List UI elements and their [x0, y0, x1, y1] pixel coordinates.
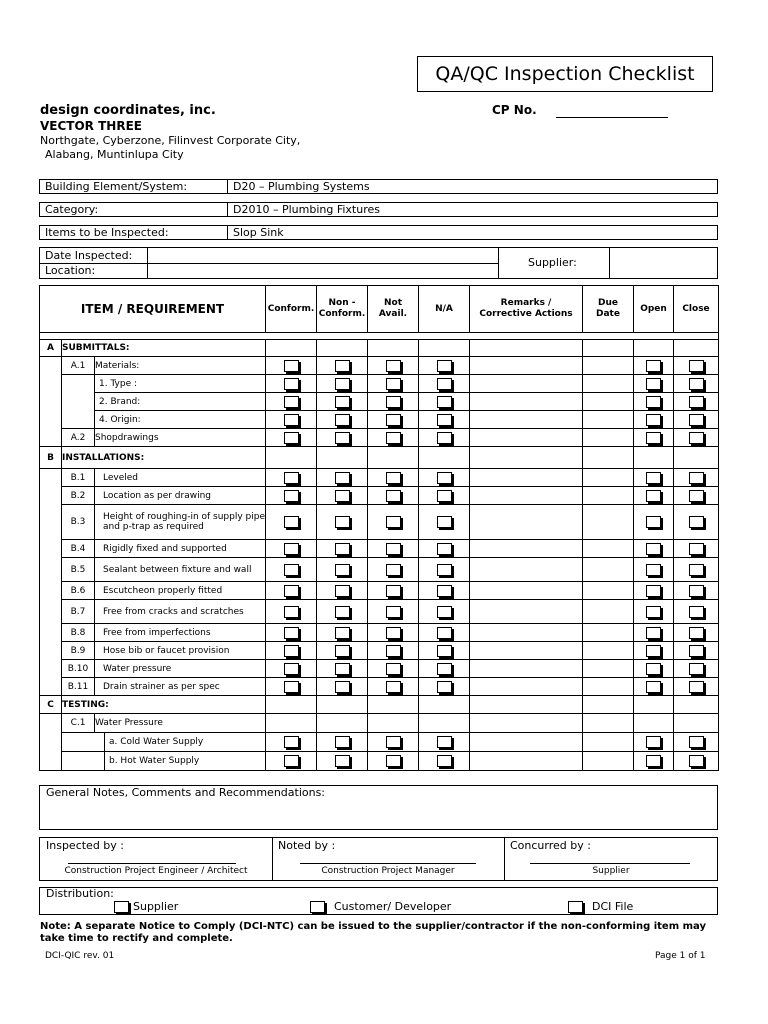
header-open: Open	[634, 286, 674, 333]
inspected-role: Construction Project Engineer / Architect	[64, 866, 248, 876]
open-checkbox[interactable]	[646, 645, 661, 657]
conform-checkbox[interactable]	[284, 736, 299, 748]
conform-checkbox[interactable]	[284, 606, 299, 618]
noted-by-label: Noted by :	[278, 839, 336, 852]
item-label: 2. Brand:	[95, 393, 266, 411]
cp-no-label: CP No.	[492, 103, 537, 117]
noted-signature-line[interactable]	[300, 863, 476, 864]
close-checkbox[interactable]	[689, 490, 704, 502]
checklist-row	[40, 469, 719, 487]
distribution-label: Distribution:	[46, 887, 114, 900]
non-conform-checkbox[interactable]	[335, 516, 350, 528]
open-checkbox[interactable]	[646, 564, 661, 576]
supplier-field[interactable]	[610, 248, 718, 278]
not-avail-checkbox[interactable]	[386, 543, 401, 555]
checklist-row	[40, 582, 719, 600]
na-checkbox[interactable]	[437, 627, 452, 639]
checklist-row	[40, 429, 719, 447]
not-avail-checkbox[interactable]	[386, 585, 401, 597]
item-label: Location as per drawing	[95, 487, 266, 505]
checklist-row	[40, 505, 719, 540]
conform-checkbox[interactable]	[284, 490, 299, 502]
building-element-label: Building Element/System:	[45, 180, 188, 193]
open-checkbox[interactable]	[646, 360, 661, 372]
project-name: VECTOR THREE	[40, 119, 142, 133]
checklist-row	[40, 600, 719, 624]
category-row	[39, 202, 718, 217]
not-avail-checkbox[interactable]	[386, 736, 401, 748]
non-conform-checkbox[interactable]	[335, 564, 350, 576]
na-checkbox[interactable]	[437, 645, 452, 657]
close-checkbox[interactable]	[689, 543, 704, 555]
item-label: Free from imperfections	[95, 624, 266, 642]
item-code: B.7	[62, 600, 95, 624]
section-row-submittals	[40, 340, 719, 357]
company-name: design coordinates, inc.	[40, 103, 216, 118]
non-conform-checkbox[interactable]	[335, 543, 350, 555]
checklist-table	[39, 285, 719, 771]
conform-checkbox[interactable]	[284, 645, 299, 657]
na-checkbox[interactable]	[437, 736, 452, 748]
conform-checkbox[interactable]	[284, 432, 299, 444]
checklist-row	[40, 660, 719, 678]
non-conform-checkbox[interactable]	[335, 606, 350, 618]
page-number: Page 1 of 1	[655, 951, 706, 961]
na-checkbox[interactable]	[437, 490, 452, 502]
close-checkbox[interactable]	[689, 360, 704, 372]
item-code: B.11	[62, 678, 95, 696]
supplier-label: Supplier:	[528, 256, 577, 269]
na-checkbox[interactable]	[437, 516, 452, 528]
na-checkbox[interactable]	[437, 414, 452, 426]
item-code: B.3	[62, 505, 95, 540]
open-checkbox[interactable]	[646, 663, 661, 675]
checklist-row	[40, 624, 719, 642]
item-label: Rigidly fixed and supported	[95, 540, 266, 558]
header-na: N/A	[419, 286, 470, 333]
not-avail-checkbox[interactable]	[386, 396, 401, 408]
na-checkbox[interactable]	[437, 543, 452, 555]
location-label: Location:	[45, 264, 96, 277]
open-checkbox[interactable]	[646, 681, 661, 693]
open-checkbox[interactable]	[646, 490, 661, 502]
conform-checkbox[interactable]	[284, 378, 299, 390]
noted-role: Construction Project Manager	[321, 866, 455, 876]
item-label: Water Pressure	[95, 714, 266, 733]
item-label: Shopdrawings	[95, 429, 266, 447]
general-notes-box[interactable]	[39, 785, 718, 830]
item-code: B.10	[62, 660, 95, 678]
na-checkbox[interactable]	[437, 396, 452, 408]
item-label: Materials:	[95, 357, 266, 375]
non-conform-checkbox[interactable]	[335, 585, 350, 597]
conform-checkbox[interactable]	[284, 755, 299, 767]
non-conform-checkbox[interactable]	[335, 490, 350, 502]
item-code: B.2	[62, 487, 95, 505]
checklist-row	[40, 714, 719, 733]
item-label: Water pressure	[95, 660, 266, 678]
supplier-distribution-label: Supplier	[133, 900, 179, 913]
item-code: B.4	[62, 540, 95, 558]
item-label: Height of roughing-in of supply pipe and p-trap as required	[95, 505, 266, 540]
open-checkbox[interactable]	[646, 585, 661, 597]
checklist-row	[40, 357, 719, 375]
open-checkbox[interactable]	[646, 736, 661, 748]
supplier-distribution-checkbox[interactable]	[114, 901, 129, 913]
header-row	[40, 286, 719, 333]
header-due-date: Due Date	[583, 286, 634, 333]
close-checkbox[interactable]	[689, 645, 704, 657]
conform-checkbox[interactable]	[284, 472, 299, 484]
non-conform-checkbox[interactable]	[335, 414, 350, 426]
close-checkbox[interactable]	[689, 378, 704, 390]
category-label: Category:	[45, 203, 99, 216]
open-checkbox[interactable]	[646, 414, 661, 426]
na-checkbox[interactable]	[437, 663, 452, 675]
form-revision: DCI-QIC rev. 01	[45, 951, 115, 961]
close-checkbox[interactable]	[689, 414, 704, 426]
note-text: Note: A separate Notice to Comply (DCI-NTC) can be issued to the supplier/contractor if the non-conforming item may take time to rectify and complete.	[40, 921, 706, 944]
non-conform-checkbox[interactable]	[335, 736, 350, 748]
non-conform-checkbox[interactable]	[335, 396, 350, 408]
close-checkbox[interactable]	[689, 736, 704, 748]
item-code: B.5	[62, 558, 95, 582]
not-avail-checkbox[interactable]	[386, 516, 401, 528]
open-checkbox[interactable]	[646, 627, 661, 639]
concurred-by-label: Concurred by :	[510, 839, 591, 852]
conform-checkbox[interactable]	[284, 543, 299, 555]
header-non-conform: Non - Conform.	[317, 286, 368, 333]
open-checkbox[interactable]	[646, 755, 661, 767]
inspected-by-label: Inspected by :	[46, 839, 124, 852]
section-letter: C	[40, 696, 62, 714]
checklist-row	[40, 733, 719, 752]
not-avail-checkbox[interactable]	[386, 564, 401, 576]
section-letter: A	[40, 340, 62, 357]
building-element-row	[39, 179, 718, 194]
cp-no-field[interactable]	[556, 117, 668, 118]
not-avail-checkbox[interactable]	[386, 472, 401, 484]
non-conform-checkbox[interactable]	[335, 681, 350, 693]
document-title: QA/QC Inspection Checklist	[417, 56, 713, 92]
conform-checkbox[interactable]	[284, 663, 299, 675]
open-checkbox[interactable]	[646, 472, 661, 484]
close-checkbox[interactable]	[689, 755, 704, 767]
not-avail-checkbox[interactable]	[386, 755, 401, 767]
item-label: Drain strainer as per spec	[95, 678, 266, 696]
concurred-signature-line[interactable]	[530, 863, 690, 864]
item-label: 1. Type :	[95, 375, 266, 393]
item-code: C.1	[62, 714, 95, 733]
item-code: B.8	[62, 624, 95, 642]
section-row-installations	[40, 447, 719, 469]
customer-distribution-checkbox[interactable]	[310, 901, 325, 913]
section-row-testing	[40, 696, 719, 714]
non-conform-checkbox[interactable]	[335, 432, 350, 444]
item-code: B.1	[62, 469, 95, 487]
not-avail-checkbox[interactable]	[386, 606, 401, 618]
general-notes-label: General Notes, Comments and Recommendations:	[46, 786, 326, 799]
conform-checkbox[interactable]	[284, 627, 299, 639]
close-checkbox[interactable]	[689, 396, 704, 408]
item-label: Escutcheon properly fitted	[95, 582, 266, 600]
checklist-row	[40, 375, 719, 393]
close-checkbox[interactable]	[689, 627, 704, 639]
checklist-row	[40, 642, 719, 660]
close-checkbox[interactable]	[689, 516, 704, 528]
items-inspected-value[interactable]: Slop Sink	[233, 226, 284, 239]
address-line-1: Northgate, Cyberzone, Filinvest Corporate City,	[40, 134, 301, 147]
section-letter: B	[40, 447, 62, 469]
close-checkbox[interactable]	[689, 681, 704, 693]
item-code: A.1	[62, 357, 95, 375]
checklist-row	[40, 411, 719, 429]
signature-box	[39, 837, 718, 881]
conform-checkbox[interactable]	[284, 414, 299, 426]
close-checkbox[interactable]	[689, 432, 704, 444]
open-checkbox[interactable]	[646, 516, 661, 528]
close-checkbox[interactable]	[689, 663, 704, 675]
open-checkbox[interactable]	[646, 606, 661, 618]
not-avail-checkbox[interactable]	[386, 645, 401, 657]
conform-checkbox[interactable]	[284, 360, 299, 372]
date-location-supplier-box	[39, 247, 718, 279]
item-label: Free from cracks and scratches	[95, 600, 266, 624]
category-value[interactable]: D2010 – Plumbing Fixtures	[233, 203, 380, 216]
item-label: Hose bib or faucet provision	[95, 642, 266, 660]
na-checkbox[interactable]	[437, 378, 452, 390]
close-checkbox[interactable]	[689, 564, 704, 576]
non-conform-checkbox[interactable]	[335, 378, 350, 390]
non-conform-checkbox[interactable]	[335, 472, 350, 484]
date-inspected-field[interactable]	[148, 248, 498, 263]
items-inspected-label: Items to be Inspected:	[45, 226, 169, 239]
building-element-value[interactable]: D20 – Plumbing Systems	[233, 180, 370, 193]
not-avail-checkbox[interactable]	[386, 378, 401, 390]
non-conform-checkbox[interactable]	[335, 627, 350, 639]
item-label: Sealant between fixture and wall	[95, 558, 266, 582]
na-checkbox[interactable]	[437, 755, 452, 767]
not-avail-checkbox[interactable]	[386, 490, 401, 502]
checklist-row	[40, 752, 719, 771]
na-checkbox[interactable]	[437, 585, 452, 597]
open-checkbox[interactable]	[646, 378, 661, 390]
address-line-2: Alabang, Muntinlupa City	[45, 148, 184, 161]
conform-checkbox[interactable]	[284, 681, 299, 693]
header-remarks: Remarks / Corrective Actions	[470, 286, 583, 333]
conform-checkbox[interactable]	[284, 396, 299, 408]
conform-checkbox[interactable]	[284, 516, 299, 528]
non-conform-checkbox[interactable]	[335, 645, 350, 657]
item-code: A.2	[62, 429, 95, 447]
items-inspected-row	[39, 225, 718, 240]
date-inspected-label: Date Inspected:	[45, 249, 133, 262]
open-checkbox[interactable]	[646, 396, 661, 408]
checklist-row	[40, 487, 719, 505]
close-checkbox[interactable]	[689, 472, 704, 484]
na-checkbox[interactable]	[437, 472, 452, 484]
header-item: ITEM / REQUIREMENT	[40, 286, 266, 333]
checklist-row	[40, 393, 719, 411]
section-title: SUBMITTALS:	[62, 340, 266, 357]
not-avail-checkbox[interactable]	[386, 663, 401, 675]
not-avail-checkbox[interactable]	[386, 360, 401, 372]
inspected-signature-line[interactable]	[68, 863, 236, 864]
na-checkbox[interactable]	[437, 360, 452, 372]
section-title: INSTALLATIONS:	[62, 447, 266, 469]
distribution-box	[39, 887, 718, 915]
section-title: TESTING:	[62, 696, 266, 714]
non-conform-checkbox[interactable]	[335, 360, 350, 372]
non-conform-checkbox[interactable]	[335, 663, 350, 675]
conform-checkbox[interactable]	[284, 564, 299, 576]
header-close: Close	[674, 286, 719, 333]
open-checkbox[interactable]	[646, 543, 661, 555]
close-checkbox[interactable]	[689, 606, 704, 618]
checklist-row	[40, 558, 719, 582]
checklist-row	[40, 540, 719, 558]
not-avail-checkbox[interactable]	[386, 414, 401, 426]
location-field[interactable]	[148, 264, 498, 279]
na-checkbox[interactable]	[437, 564, 452, 576]
item-code: B.9	[62, 642, 95, 660]
item-code: B.6	[62, 582, 95, 600]
non-conform-checkbox[interactable]	[335, 755, 350, 767]
na-checkbox[interactable]	[437, 606, 452, 618]
checklist-row	[40, 678, 719, 696]
na-checkbox[interactable]	[437, 432, 452, 444]
item-label: 4. Origin:	[95, 411, 266, 429]
customer-distribution-label: Customer/ Developer	[334, 900, 452, 913]
close-checkbox[interactable]	[689, 585, 704, 597]
item-label: b. Hot Water Supply	[105, 752, 266, 771]
not-avail-checkbox[interactable]	[386, 432, 401, 444]
dci-file-distribution-checkbox[interactable]	[568, 901, 583, 913]
not-avail-checkbox[interactable]	[386, 681, 401, 693]
open-checkbox[interactable]	[646, 432, 661, 444]
dci-file-distribution-label: DCI File	[592, 900, 634, 913]
na-checkbox[interactable]	[437, 681, 452, 693]
item-label: a. Cold Water Supply	[105, 733, 266, 752]
concurred-role: Supplier	[592, 866, 630, 876]
header-not-avail: Not Avail.	[368, 286, 419, 333]
not-avail-checkbox[interactable]	[386, 627, 401, 639]
conform-checkbox[interactable]	[284, 585, 299, 597]
item-label: Leveled	[95, 469, 266, 487]
header-conform: Conform.	[266, 286, 317, 333]
